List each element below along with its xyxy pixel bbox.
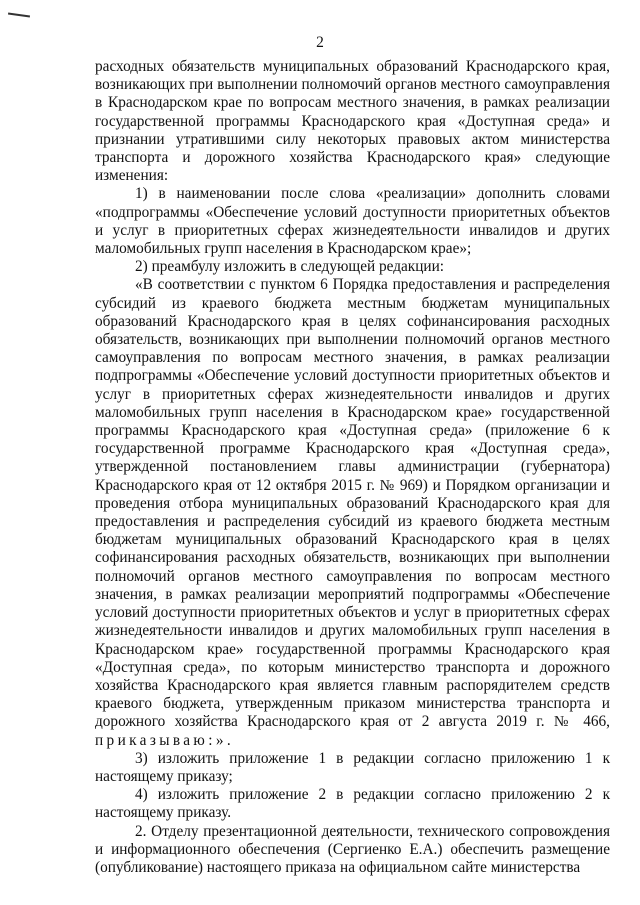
paragraph-item-4: 4) изложить приложение 2 в редакции согласно приложению 2 к настоящему приказу.: [95, 786, 610, 822]
paragraph-item-1: 1) в наименовании после слова «реализации» дополнить словами «подпрограммы «Обеспечение условий доступности приоритетных объектов и услуг в приоритетных сферах жизнедеятельности инвалидов и других маломобильных групп населения в Краснодарском крае»;: [95, 185, 610, 258]
paragraph-preamble-quote: [95, 276, 610, 749]
preamble-closing-word: приказываю:».: [95, 731, 235, 749]
document-body: [95, 58, 610, 877]
paragraph-item-3: 3) изложить приложение 1 в редакции согласно приложению 1 к настоящему приказу;: [95, 749, 610, 785]
paragraph-continuation: расходных обязательств муниципальных образований Краснодарского края, возникающих при выполнении полномочий органов местного самоуправления в Краснодарском крае по вопросам местного значения, в рамках реализации государственной программы Краснодарского края «Доступная среда» и признании утратившими силу некоторых правовых актом министерства транспорта и дорожного хозяйства Краснодарского края» следующие изменения:: [95, 58, 610, 185]
paragraph-section-2: 2. Отделу презентационной деятельности, технического сопровождения и информационного обеспечения (Сергиенко Е.А.) обеспечить размещение (опубликование) настоящего приказа на официальном сайте министерства: [95, 822, 610, 876]
paragraph-item-2: 2) преамбулу изложить в следующей редакции:: [135, 258, 445, 276]
scan-mark: [8, 12, 30, 17]
preamble-text: «В соответствии с пунктом 6 Порядка предоставления и распределения субсидий из краевого бюджета местным бюджетам муниципальных образований Краснодарского края в целях софинансирования расходных обязательств, возникающих при выполнении полномочий органов местного самоуправления по вопросам местного значения, в рамках реализации подпрограммы «Обеспечение условий доступности приоритетных объектов и услуг в приоритетных сферах жизнедеятельности инвалидов и других маломобильных групп населения в Краснодарском крае» государственной программы Краснодарского края «Доступная среда» (приложение 6 к государственной программе Краснодарского края «Доступная среда», утвержденной постановлением главы администрации (губернатора) Краснодарского края от 12 октября 2015 г. № 969) и Порядком организации и проведения отбора муниципальных образований Краснодарского края для предоставления и распределения субсидий из краевого бюджета местным бюджетам муниципальных образований Краснодарского края в целях софинансирования расходных обязательств, возникающих при выполнении полномочий органов местного самоуправления по вопросам местного значения, в рамках реализации мероприятий подпрограммы «Обеспечение условий доступности приоритетных объектов и услуг в приоритетных сферах жизнедеятельности инвалидов и других маломобильных групп населения в Краснодарском крае» государственной программы Краснодарского края «Доступная среда», по которым министерство транспорта и дорожного хозяйства Краснодарского края является главным распорядителем средств краевого бюджета, утвержденным приказом министерства транспорта и дорожного хозяйства Краснодарского края от 2 августа 2019 г. № 466,: [95, 276, 610, 731]
page-number: 2: [316, 34, 324, 51]
